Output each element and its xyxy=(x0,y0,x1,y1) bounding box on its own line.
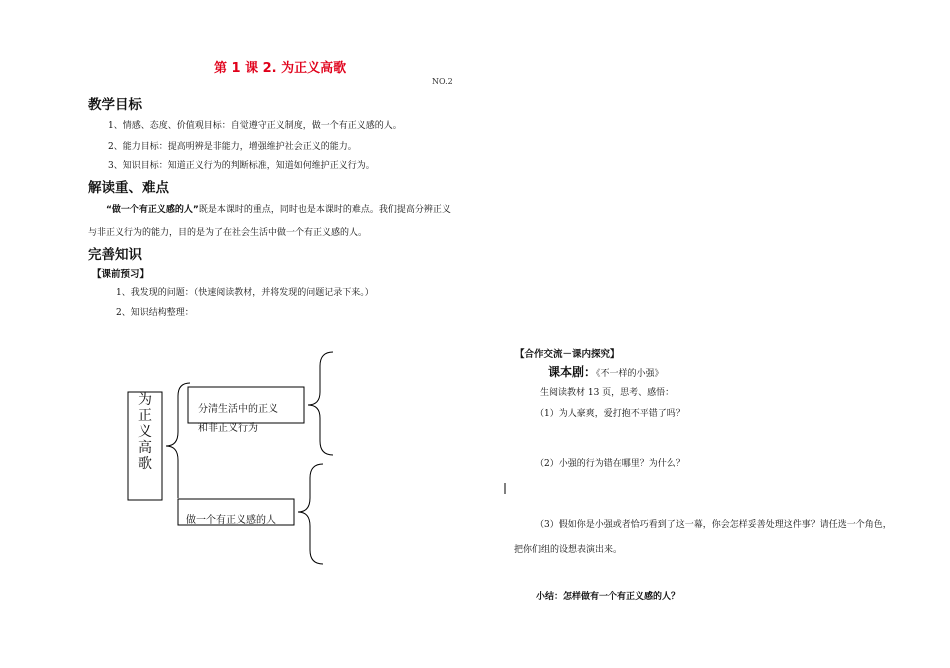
knowledge-heading: 完善知识 xyxy=(88,247,142,263)
summary-prompt: 小结：怎样做有一个有正义感的人？ xyxy=(536,592,681,602)
preview-item-1: 1、我发现的问题：（快速阅读教材，并将发现的问题记录下来。） xyxy=(116,288,374,298)
branch-1-line-1: 分清生活中的正义 xyxy=(198,404,278,415)
preview-item-2: 2、知识结构整理： xyxy=(116,308,194,318)
question-2: （2）小强的行为错在哪里？为什么？ xyxy=(535,459,685,469)
key-points-heading: 解读重、难点 xyxy=(88,180,169,196)
drama-label: 课本剧： xyxy=(548,365,597,379)
root-char: 为 xyxy=(138,392,152,408)
diagram-root-label xyxy=(128,392,162,500)
question-3-line-1: （3）假如你是小强或者恰巧看到了这一幕，你会怎样妥善处理这件事？请任选一个角色， xyxy=(535,520,892,530)
key-points-line-2: 与非正义行为的能力，目的是为了在社会生活中做一个有正义感的人。 xyxy=(88,228,368,238)
root-brace xyxy=(166,383,190,498)
branch-1-line-2: 和非正义行为 xyxy=(198,423,258,434)
branch-2-brace xyxy=(298,464,323,564)
page-number: NO.2 xyxy=(432,77,453,86)
teaching-goals-heading: 教学目标 xyxy=(88,97,142,113)
goal-item: 1、情感、态度、价值观目标：自觉遵守正义制度，做一个有正义感的人。 xyxy=(108,121,402,131)
drama-line xyxy=(548,361,664,380)
goal-item: 3、知识目标：知道正义行为的判断标准，知道如何维护正义行为。 xyxy=(108,161,375,171)
root-char: 义 xyxy=(138,424,152,440)
goal-item: 2、能力目标：提高明辨是非能力，增强维护社会正义的能力。 xyxy=(108,142,357,152)
key-points-line-1-rest: 既是本课时的重点，同时也是本课时的难点。我们提高分辨正义 xyxy=(198,205,451,215)
branch-1-brace xyxy=(308,352,333,455)
question-1: （1）为人豪爽，爱打抱不平错了吗？ xyxy=(535,409,685,419)
lesson-title: 第 1 课 2. 为正义高歌 xyxy=(214,61,347,76)
root-char: 正 xyxy=(138,408,152,424)
question-3-line-2: 把你们组的设想表演出来。 xyxy=(514,545,623,555)
reading-instruction: 生阅读教材 13 页，思考、感悟： xyxy=(540,388,675,398)
exploration-label: 【合作交流－课内探究】 xyxy=(515,349,620,360)
root-char: 歌 xyxy=(138,456,152,472)
branch-2-label: 做一个有正义感的人 xyxy=(186,515,276,526)
preview-label: 【课前预习】 xyxy=(92,269,150,280)
root-char: 高 xyxy=(138,440,152,456)
key-point-quote: “做一个有正义感的人” xyxy=(106,205,199,215)
drama-title: 《不一样的小强》 xyxy=(596,369,664,379)
